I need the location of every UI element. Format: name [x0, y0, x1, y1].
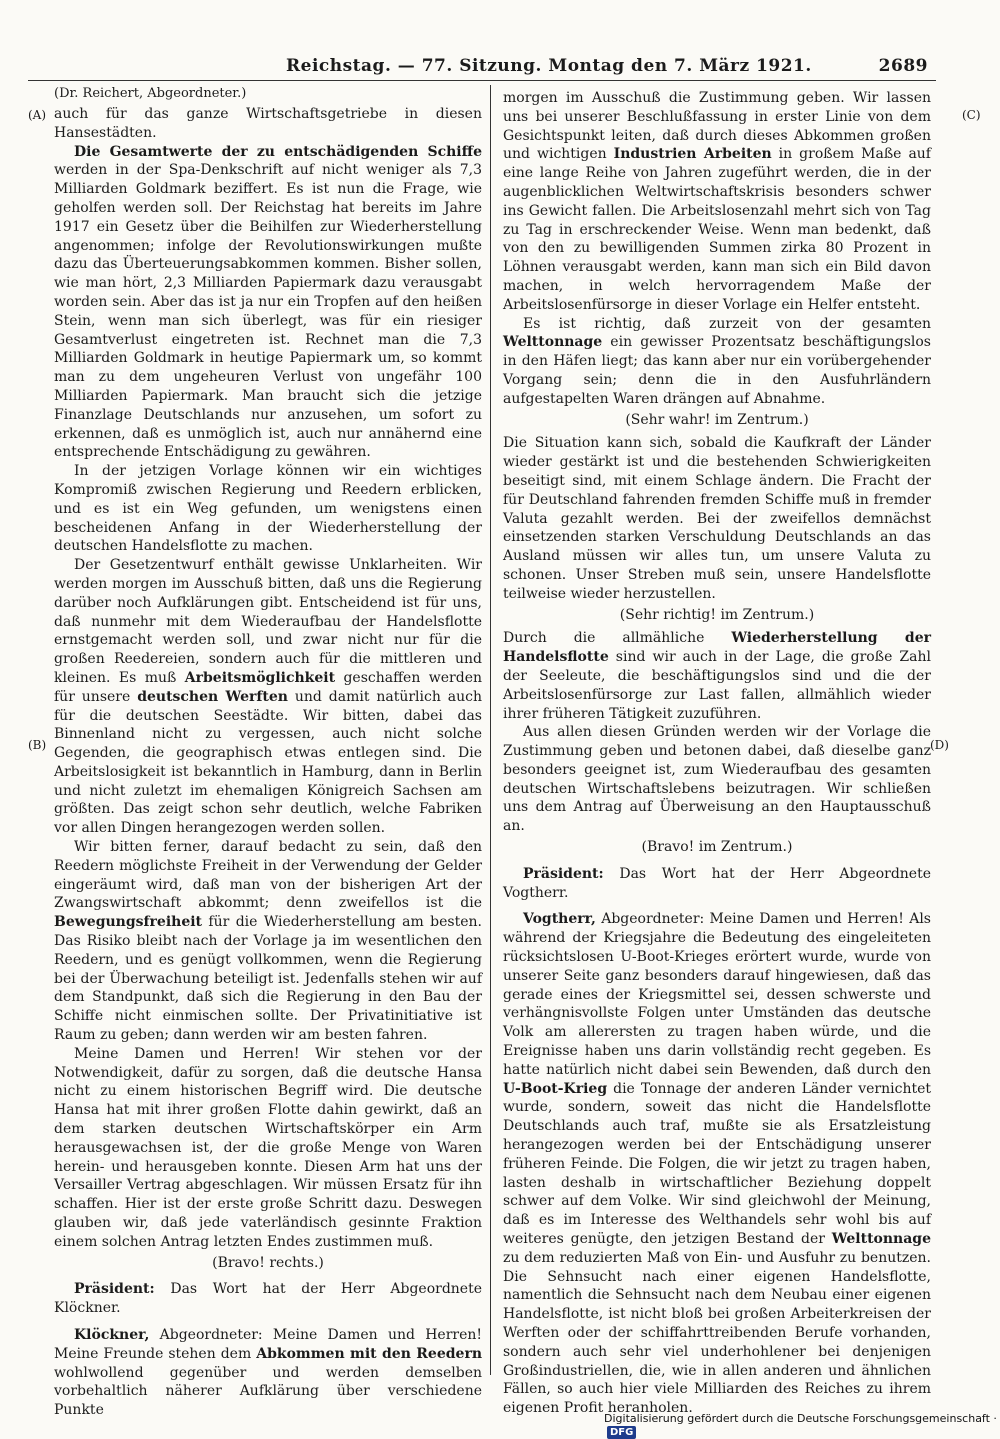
left-paragraph: Der Gesetzentwurf enthält gewisse Unklarheiten. Wir werden morgen im Ausschuß bitten, daß uns die Regierung darüber noch Aufklärungen gibt. Entscheidend ist für uns, daß nunmehr mit dem Wiederaufbau der Handelsflotte ernstgemacht werden soll, und zwar nicht nur für die großen Reedereien, sondern auch für die mittleren und kleinen. Es muß Arbeitsmöglichkeit geschaffen werden für unsere deutschen Werften und damit natürlich auch für die deutschen Seestädte. Wir bitten, dabei das Binnenland nicht zu vergessen, auch nicht solche Gegenden, die geographisch etwas entlegen sind. Die Arbeitslosigkeit ist bekanntlich in Hamburg, dann in Berlin und nicht zuletzt im ehemaligen Königreich Sachsen am größten. Das zeigt schon sehr deutlich, welche Fabriken vor allen Dingen herangezogen werden sollen.: [54, 557, 482, 837]
margin-mark-c: (C): [962, 108, 981, 122]
footer-credit: [604, 1412, 1000, 1439]
right-paragraph: Durch die allmähliche Wiederherstellung der Handelsflotte sind wir auch in der Lage, die große Zahl der Seeleute, die beschäftigungslos sind und die der Arbeitslosenfürsorge zur Last fallen, allmählich wieder ihrer früheren Tätigkeit zuzuführen.: [503, 630, 931, 722]
speaker-note: (Dr. Reichert, Abgeordneter.): [54, 86, 247, 101]
header-rule: [28, 80, 936, 81]
left-paragraph: Meine Damen und Herren! Wir stehen vor der Notwendigkeit, dafür zu sorgen, daß die deutsche Hansa nicht zu einem historischen Begriff wird. Die deutsche Hansa hat mit ihrer großen Flotte dahin gewirkt, daß an dem starken deutschen Wirtschaftskörper ein Arm herausgewachsen ist, der die große Menge von Waren herein- und herausgeben konnte. Diesen Arm hat uns der Versailler Vertrag abgeschlagen. Wir müssen Ersatz für ihn schaffen. Hier ist der erste große Schritt dazu. Deswegen glauben wir, daß jede vaterländisch gesinnte Fraktion einem solchen Antrag letzten Endes zustimmen muß.: [54, 1045, 482, 1250]
page-number: 2689: [878, 56, 928, 76]
left-column: [54, 105, 482, 1419]
interjection: (Bravo! im Zentrum.): [641, 839, 793, 856]
president-remark: Präsident: Das Wort hat der Herr Abgeordnete Klöckner.: [54, 1281, 482, 1317]
interjection: (Sehr richtig! im Zentrum.): [619, 606, 815, 623]
right-paragraph: morgen im Ausschuß die Zustimmung geben. Wir lassen uns bei unserer Beschlußfassung in erster Linie von dem Gesichtspunkt leiten, daß durch dieses Abkommen großen und wichtigen Industrien Arbeiten in großem Maße auf eine lange Reihe von Jahren zugeführt werden, die in der augenblicklichen Weltwirtschaftskrisis besonders schwer ins Gewicht fallen. Die Arbeitslosenzahl mehrt sich von Tag zu Tag in erschreckender Weise. Wenn man bedenkt, daß von den zu bewilligenden Summen zirka 80 Prozent in Löhnen verausgabt werden, kann man sich ein Bild davon machen, in welch hervorragendem Maße der Arbeitslosenfürsorge in dieser Vorlage ein Helfer entsteht.: [503, 90, 931, 313]
page-header: [28, 48, 928, 82]
interjection: (Bravo! rechts.): [212, 1254, 324, 1271]
footer-text: Digitalisierung gefördert durch die Deutsche Forschungsgemeinschaft ·: [604, 1412, 997, 1425]
margin-mark-a: (A): [28, 108, 47, 122]
president-remark: Präsident: Das Wort hat der Herr Abgeordnete Vogtherr.: [503, 865, 931, 901]
left-paragraph: auch für das ganze Wirtschaftsgetriebe in diesen Hansestädten.: [54, 106, 482, 141]
margin-mark-b: (B): [28, 738, 47, 752]
right-column: [503, 89, 931, 1417]
margin-mark-d: (D): [930, 738, 949, 752]
interjection: (Sehr wahr! im Zentrum.): [625, 411, 809, 428]
right-paragraph: Es ist richtig, daß zurzeit von der gesamten Welttonnage ein gewisser Prozentsatz beschäftigungslos in den Häfen liegt; das kann aber nur ein vorübergehender Vorgang sein; denn die in den Ausfuhrländern aufgestapelten Waren drängen auf Abnahme.: [503, 315, 931, 407]
right-paragraph: Aus allen diesen Gründen werden wir der Vorlage die Zustimmung geben und betonen dabei, daß dieselbe ganz besonders geeignet ist, zum Wiederaufbau des gesamten deutschen Wirtschaftslebens beizutragen. Wir schließen uns dem Antrag auf Überweisung an den Hauptausschuß an.: [503, 724, 931, 835]
left-paragraph: In der jetzigen Vorlage können wir ein wichtiges Kompromiß zwischen Regierung und Reedern erblicken, und es ist ein Weg gefunden, um wenigstens einen bescheidenen Anfang in der Wiederherstellung der deutschen Handelsflotte zu machen.: [54, 463, 482, 555]
dfg-logo: DFG: [607, 1426, 636, 1439]
header-title: Reichstag. — 77. Sitzung. Montag den 7. März 1921.: [286, 56, 812, 76]
right-paragraph: Die Situation kann sich, sobald die Kaufkraft der Länder wieder gestärkt ist und die bestehenden Schwierigkeiten beseitigt sind, mit einem Schlage ändern. Die Fracht der für Deutschland fahrenden fremden Schiffe muß in fremder Valuta gezahlt werden. Bei der zweifellos demnächst einsetzenden starken Verschuldung Deutschlands an das Ausland müssen wir alles tun, um unsere Valuta zu schonen. Unser Streben muß sein, unsere Handelsflotte teilweise wieder herzustellen.: [503, 435, 931, 602]
left-paragraph: Wir bitten ferner, darauf bedacht zu sein, daß den Reedern möglichste Freiheit in der Verwendung der Gelder eingeräumt wird, daß man von der bisherigen Art der Zwangswirtschaft abkommt; denn zweifellos ist die Bewegungsfreiheit für die Wiederherstellung am besten. Das Risiko bleibt nach der Vorlage ja im wesentlichen den Reedern, und es genügt vollkommen, wenn die Regierung bei der Überwachung beteiligt ist. Jedenfalls stehen wir auf dem Standpunkt, daß sich die Regierung in den Bau der Schiffe nicht einmischen sollte. Der Privatinitiative ist Raum zu geben; dann werden wir am besten fahren.: [54, 839, 482, 1044]
column-divider: [490, 85, 491, 1375]
left-paragraph: Die Gesamtwerte der zu entschädigenden Schiffe werden in der Spa-Denkschrift auf nicht weniger als 7,3 Milliarden Goldmark beziffert. Es ist nun die Frage, wie geholfen werden soll. Der Reichstag hat bereits im Jahre 1917 ein Gesetz über die Beihilfen zur Wiederherstellung angenommen; infolge der Revolutionswirkungen mußte dazu das Überteuerungsabkommen kommen. Bisher sollen, wie man hört, 2,3 Milliarden Papiermark dazu verausgabt worden sein. Aber das ist ja nur ein Tropfen auf den heißen Stein, wenn man sich überlegt, was für ein riesiger Gesamtverlust eingetreten ist. Rechnet man die 7,3 Milliarden Goldmark in heutige Papiermark um, so kommt man zu dem ungeheuren Verlust von ungefähr 100 Milliarden Papiermark. Man braucht sich die jetzige Finanzlage Deutschlands nur anzusehen, um sofort zu erkennen, daß es unmöglich ist, auch nur annähernd eine entsprechende Entschädigung zu gewähren.: [54, 143, 482, 461]
speech-kloeckner: Klöckner, Abgeordneter: Meine Damen und Herren! Meine Freunde stehen dem Abkommen mit den Reedern wohlwollend gegenüber und werden demselben vorbehaltlich näherer Aufklärung über verschiedene Punkte: [54, 1327, 482, 1419]
speech-vogtherr: Vogtherr, Abgeordneter: Meine Damen und Herren! Als während der Kriegsjahre die Bedeutung des eingeleiteten rücksichtslosen U-Boot-Krieges erörtert wurde, wurde von unserer Seite ganz besonders darauf hingewiesen, daß das gerade eines der Kriegsmittel sei, dessen schwerste und verhängnisvollste Folgen unter Umständen das deutsche Volk am allerersten zu tragen haben würde, und die Ereignisse haben uns darin vollständig recht gegeben. Es hatte natürlich nicht dabei sein Bewenden, daß durch den U-Boot-Krieg die Tonnage der anderen Länder vernichtet wurde, sondern, soweit das nicht die Handelsflotte Deutschlands auch traf, mußte sie als Ersatzleistung herangezogen werden bei der Entschädigung unserer früheren Feinde. Die Folgen, die wir jetzt zu tragen haben, lasten deshalb in wirtschaftlicher Beziehung doppelt schwer auf dem Volke. Wir sind gleichwohl der Meinung, daß es im Interesse des Welthandels sehr wohl bis auf weiteres genügte, den jetzigen Bestand der Welttonnage zu dem reduzierten Maß von Ein- und Ausfuhr zu benutzen. Die Sehnsucht nach einer eigenen Handelsflotte, namentlich die Sehnsucht nach dem Neubau einer eigenen Handelsflotte, ist nicht bloß bei großen Arbeiterkreisen der Werften oder der schiffahrttreibenden Berufe vorhanden, sondern auch sehr viel underhohlener bei denjenigen Großindustriellen, die, wie in allen anderen und ähnlichen Fällen, so auch hier viele Milliarden des Reiches zu ihrem eigenen Profit heranholen.: [503, 911, 931, 1417]
